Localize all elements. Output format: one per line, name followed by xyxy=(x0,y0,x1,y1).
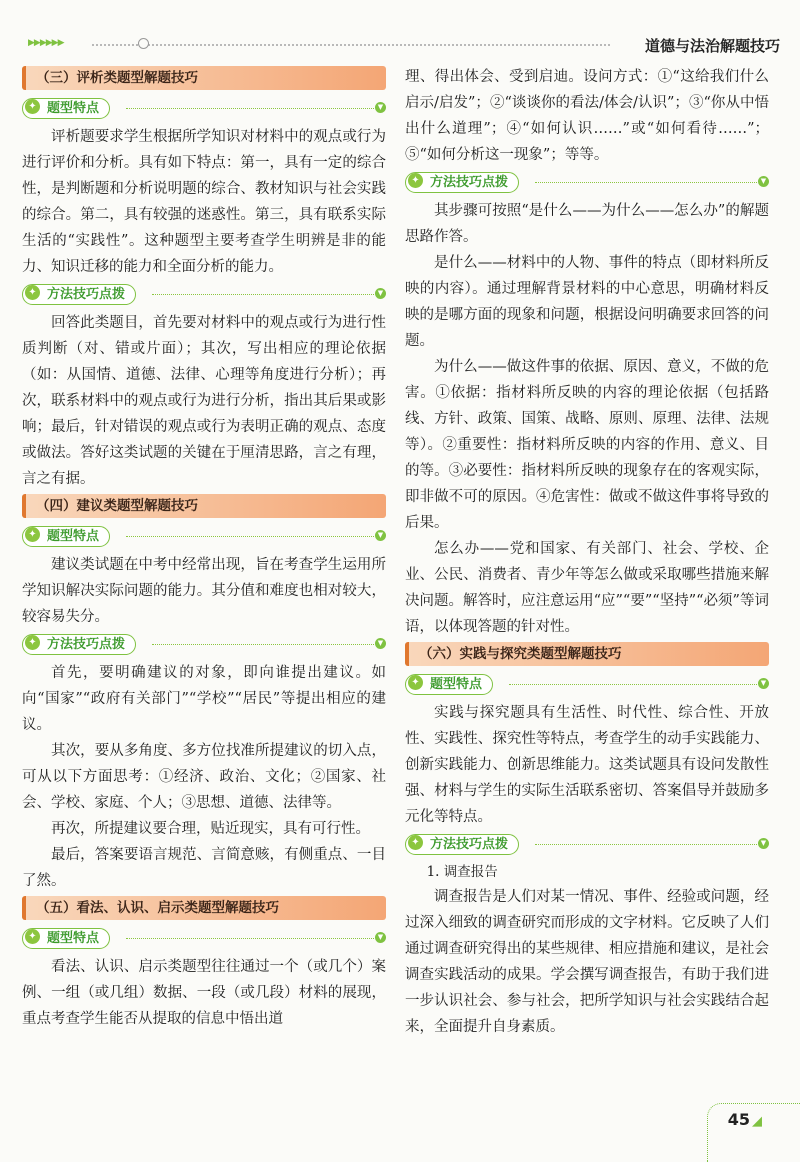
lightbulb-icon: ✦ xyxy=(25,527,40,542)
dotted-line xyxy=(152,294,374,295)
dotted-line xyxy=(126,536,374,537)
lightbulb-icon: ✦ xyxy=(408,675,423,690)
section-title: （五）看法、认识、启示类题型解题技巧 xyxy=(22,896,386,920)
paragraph: 实践与探究题具有生活性、时代性、综合性、开放性、实践性、探究性等特点，考查学生的动手实践能力、创新实践能力、创新思维能力。这类试题具有设问发散性强、材料与学生的实际生活联系密切、答案倡导并鼓励多元化等特点。 xyxy=(405,705,769,825)
paragraph: 回答此类题目，首先要对材料中的观点或行为进行性质判断（对、错或片面）；其次，写出相应的理论依据（如：从国情、道德、法律、心理等角度进行分析）；再次，联系材料中的观点或行为进行分析，指出其后果或影响；最后，针对错误的观点或行为表明正确的观点、态度或做法。答好这类试题的关键在于厘清思路，言之有理，言之有据。 xyxy=(22,315,386,487)
lightbulb-icon: ✦ xyxy=(25,635,40,650)
paragraph: 其次，要从多角度、多方位找准所提建议的切入点，可从以下方面思考：①经济、政治、文化；②国家、社会、学校、家庭、个人；③思想、道德、法律等。 xyxy=(22,743,386,811)
subheading-method xyxy=(405,170,769,194)
paragraph: 理、得出体会、受到启迪。设问方式：①“这给我们什么启示/启发”；②“谈谈你的看法/体会/认识”；③“你从中悟出什么道理”；④“如何认识……”或“如何看待……”；⑤“如何分析这一现象”；等等。 xyxy=(405,69,769,163)
subheading-label: 方法技巧点拨 xyxy=(405,172,519,193)
lightbulb-icon: ✦ xyxy=(408,835,423,850)
chevron-down-icon: ▼ xyxy=(758,838,769,849)
subheading-feature xyxy=(22,926,386,950)
dotted-line xyxy=(509,684,757,685)
dotted-line xyxy=(126,938,374,939)
subheading-label: 方法技巧点拨 xyxy=(22,284,136,305)
subheading-label: 方法技巧点拨 xyxy=(405,834,519,855)
fan-icon: ◢ xyxy=(752,1114,762,1129)
subheading-label: 题型特点 xyxy=(22,98,110,119)
page-number-text: 45 xyxy=(727,1110,750,1129)
subheading-label: 题型特点 xyxy=(22,526,110,547)
subheading-method xyxy=(22,632,386,656)
header-title: 道德与法治解题技巧 xyxy=(644,37,780,55)
chevron-down-icon: ▼ xyxy=(758,678,769,689)
chevron-down-icon: ▼ xyxy=(375,932,386,943)
section-title: （六）实践与探究类题型解题技巧 xyxy=(405,642,769,666)
section-title: （四）建议类题型解题技巧 xyxy=(22,494,386,518)
dotted-line xyxy=(152,644,374,645)
section-title: （三）评析类题型解题技巧 xyxy=(22,66,386,90)
paragraph: 最后，答案要语言规范、言简意赅，有侧重点、一目了然。 xyxy=(22,847,386,889)
paragraph: 首先，要明确建议的对象，即向谁提出建议。如向“国家”“政府有关部门”“学校”“居民”等提出相应的建议。 xyxy=(22,665,386,733)
dotted-line xyxy=(535,844,757,845)
paragraph: 调查报告是人们对某一情况、事件、经验或问题，经过深入细致的调查研究而形成的文字材料。它反映了人们通过调查研究得出的某些规律、相应措施和建议，是社会调查实践活动的成果。学会撰写调查报告，有助于我们进一步认识社会、参与社会，把所学知识与社会实践结合起来，全面提升自身素质。 xyxy=(405,889,769,1035)
lightbulb-icon: ✦ xyxy=(25,285,40,300)
subheading-method xyxy=(22,282,386,306)
subheading-feature xyxy=(22,96,386,120)
header-divider xyxy=(92,44,610,46)
lightbulb-icon: ✦ xyxy=(25,99,40,114)
subheading-feature xyxy=(405,672,769,696)
chevron-down-icon: ▼ xyxy=(758,176,769,187)
right-column xyxy=(405,64,769,1040)
chevron-down-icon: ▼ xyxy=(375,288,386,299)
paragraph: 怎么办——党和国家、有关部门、社会、学校、企业、公民、消费者、青少年等怎么做或采取哪些措施来解决问题。解答时，应注意运用“应”“要”“坚持”“必须”等词语，以体现答题的针对性。 xyxy=(405,541,769,635)
numbered-heading: 1. 调查报告 xyxy=(426,864,498,880)
lightbulb-icon: ✦ xyxy=(25,929,40,944)
lightbulb-icon: ✦ xyxy=(408,173,423,188)
paragraph: 为什么——做这件事的依据、原因、意义，不做的危害。①依据：指材料所反映的内容的理论依据（包括路线、方针、政策、国策、战略、原则、原理、法律、法规等）。②重要性：指材料所反映的内容的作用、意义、目的等。③必要性：指材料所反映的现象存在的客观实际，即非做不可的原因。④危害性：做或不做这件事将导致的后果。 xyxy=(405,359,769,531)
subheading-method xyxy=(405,832,769,856)
dotted-line xyxy=(126,108,374,109)
subheading-label: 题型特点 xyxy=(405,674,493,695)
paragraph: 是什么——材料中的人物、事件的特点（即材料所反映的内容）。通过理解背景材料的中心意思，明确材料反映的是哪方面的现象和问题，根据设问明确要求回答的问题。 xyxy=(405,255,769,349)
paragraph: 再次，所提建议要合理，贴近现实，具有可行性。 xyxy=(51,821,370,837)
ring-icon xyxy=(138,38,149,49)
page-header xyxy=(20,33,780,57)
chevron-down-icon: ▼ xyxy=(375,102,386,113)
dotted-line xyxy=(535,182,757,183)
subheading-feature xyxy=(22,524,386,548)
left-column xyxy=(22,64,386,1032)
page-number xyxy=(728,1110,762,1129)
paragraph: 其步骤可按照“是什么——为什么——怎么办”的解题思路作答。 xyxy=(405,203,769,245)
chevron-down-icon: ▼ xyxy=(375,530,386,541)
paragraph: 建议类试题在中考中经常出现，旨在考查学生运用所学知识解决实际问题的能力。其分值和难度也相对较大，较容易失分。 xyxy=(22,557,386,625)
subheading-label: 题型特点 xyxy=(22,928,110,949)
paragraph: 评析题要求学生根据所学知识对材料中的观点或行为进行评价和分析。具有如下特点：第一，具有一定的综合性，是判断题和分析说明题的综合、教材知识与社会实践的综合。第二，具有较强的迷惑性。第三，具有联系实际生活的“实践性”。这种题型主要考查学生明辨是非的能力、知识迁移的能力和全面分析的能力。 xyxy=(22,129,386,275)
subheading-label: 方法技巧点拨 xyxy=(22,634,136,655)
paragraph: 看法、认识、启示类题型往往通过一个（或几个）案例、一组（或几组）数据、一段（或几段）材料的展现，重点考查学生能否从提取的信息中悟出道 xyxy=(22,959,386,1027)
arrow-decoration-icon: ▶▶▶▶▶▶ xyxy=(28,38,64,48)
chevron-down-icon: ▼ xyxy=(375,638,386,649)
